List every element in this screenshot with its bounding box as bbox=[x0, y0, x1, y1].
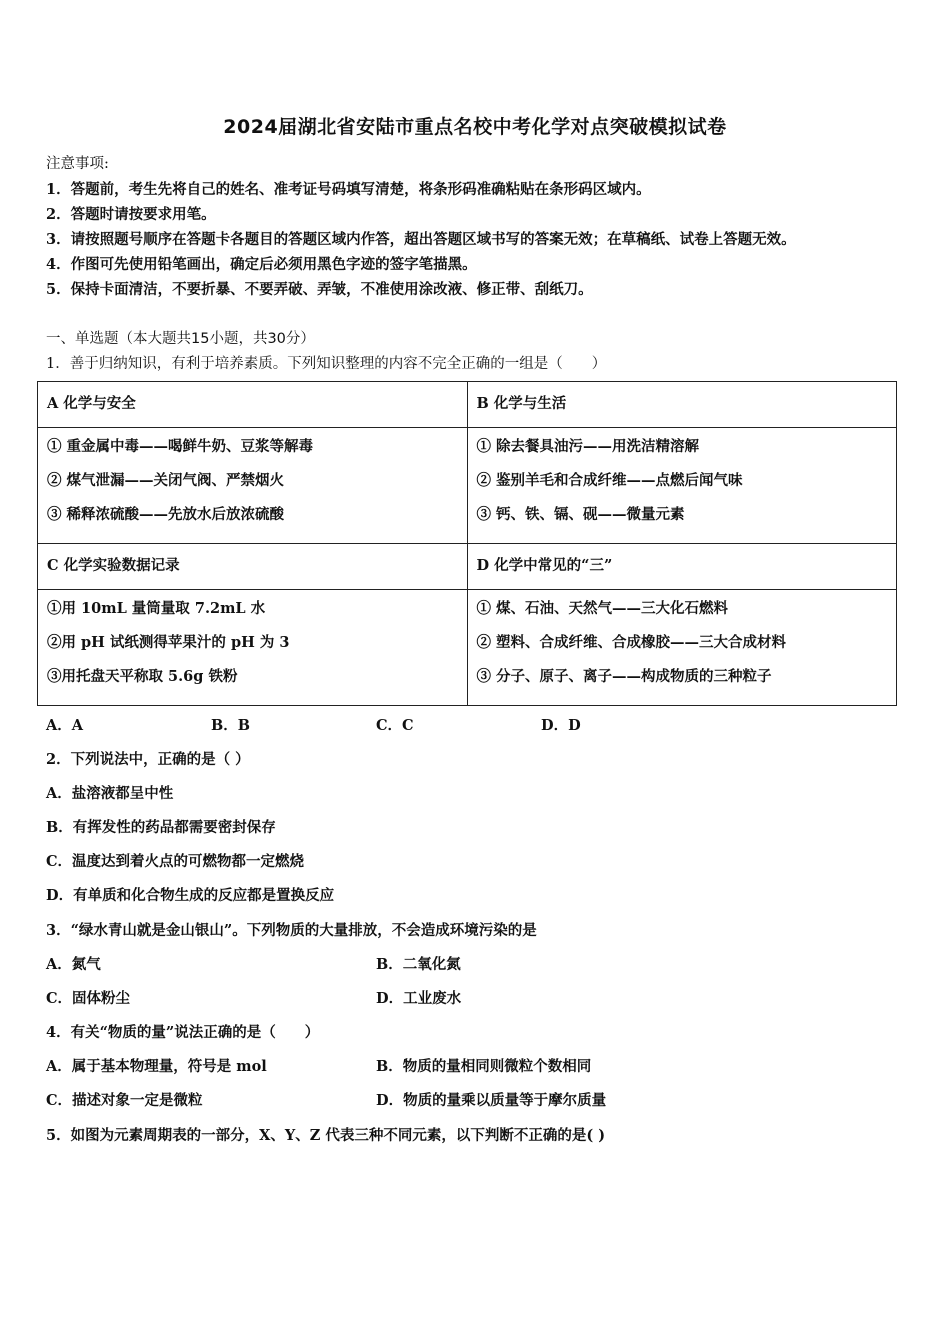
list-item: ② 塑料、合成纤维、合成橡胶——三大合成材料 bbox=[476, 634, 787, 651]
q1-option-a: A．A bbox=[46, 717, 84, 734]
q2-option-c: C．温度达到着火点的可燃物都一定燃烧 bbox=[46, 853, 305, 870]
note-item: 2．答题时请按要求用笔。 bbox=[46, 206, 216, 223]
q4-option-b: B．物质的量相同则微粒个数相同 bbox=[376, 1058, 592, 1075]
q3-option-d: D．工业废水 bbox=[376, 990, 462, 1007]
cell-d-head: D 化学中常见的“三” bbox=[467, 544, 897, 590]
list-item: ③ 钙、铁、镉、砚——微量元素 bbox=[476, 506, 685, 523]
list-item: ③ 稀释浓硫酸——先放水后放浓硫酸 bbox=[47, 506, 285, 523]
list-item: ①用 10mL 量筒量取 7.2mL 水 bbox=[47, 600, 266, 617]
cell-c-body bbox=[38, 590, 468, 706]
question-1-stem: 1．善于归纳知识，有利于培养素质。下列知识整理的内容不完全正确的一组是（ ） bbox=[46, 356, 607, 372]
question-5-stem: 5．如图为元素周期表的一部分，X、Y、Z 代表三种不同元素，以下判断不正确的是( ) bbox=[46, 1127, 606, 1144]
cell-b-body bbox=[467, 428, 897, 544]
knowledge-table bbox=[37, 381, 897, 706]
cell-a-body bbox=[38, 428, 468, 544]
question-3-stem: 3．“绿水青山就是金山银山”。下列物质的大量排放，不会造成环境污染的是 bbox=[46, 922, 537, 939]
q4-option-d: D．物质的量乘以质量等于摩尔质量 bbox=[376, 1092, 607, 1109]
list-item: ② 鉴别羊毛和合成纤维——点燃后闻气味 bbox=[476, 472, 743, 489]
page-title: 2024届湖北省安陆市重点名校中考化学对点突破模拟试卷 bbox=[223, 116, 727, 138]
q3-option-a: A．氮气 bbox=[46, 956, 101, 973]
q1-option-b: B．B bbox=[211, 717, 251, 734]
note-item: 5．保持卡面清洁，不要折暴、不要弄破、弄皱，不准使用涂改液、修正带、刮纸刀。 bbox=[46, 281, 593, 298]
question-4-stem: 4．有关“物质的量”说法正确的是（ ） bbox=[46, 1024, 320, 1041]
q2-option-d: D．有单质和化合物生成的反应都是置换反应 bbox=[46, 887, 335, 904]
list-item: ② 煤气泄漏——关闭气阀、严禁烟火 bbox=[47, 472, 285, 489]
q2-option-a: A．盐溶液都呈中性 bbox=[46, 785, 174, 802]
list-item: ① 重金属中毒——喝鲜牛奶、豆浆等解毒 bbox=[47, 438, 314, 455]
note-item: 4．作图可先使用铅笔画出，确定后必须用黑色字迹的签字笔描黑。 bbox=[46, 256, 477, 273]
section-heading: 一、单选题（本大题共15小题，共30分） bbox=[46, 331, 315, 347]
question-2-stem: 2．下列说法中，正确的是（ ） bbox=[46, 751, 250, 768]
cell-b-head: B 化学与生活 bbox=[467, 382, 897, 428]
cell-d-body bbox=[467, 590, 897, 706]
q1-option-c: C．C bbox=[376, 717, 414, 734]
q4-option-a: A．属于基本物理量，符号是 mol bbox=[46, 1058, 267, 1075]
note-item: 1．答题前，考生先将自己的姓名、准考证号码填写清楚，将条形码准确粘贴在条形码区域内。 bbox=[46, 181, 651, 198]
q3-option-b: B．二氧化氮 bbox=[376, 956, 461, 973]
list-item: ③ 分子、原子、离子——构成物质的三种粒子 bbox=[476, 668, 772, 685]
q3-option-c: C．固体粉尘 bbox=[46, 990, 131, 1007]
list-item: ②用 pH 试纸测得苹果汁的 pH 为 3 bbox=[47, 634, 290, 651]
list-item: ③用托盘天平称取 5.6g 铁粉 bbox=[47, 668, 238, 685]
notes-heading: 注意事项: bbox=[46, 156, 109, 172]
note-item: 3．请按照题号顺序在答题卡各题目的答题区域内作答，超出答题区域书写的答案无效；在草稿纸、试卷上答题无效。 bbox=[46, 231, 796, 248]
list-item: ① 煤、石油、天然气——三大化石燃料 bbox=[476, 600, 729, 617]
q2-option-b: B．有挥发性的药品都需要密封保存 bbox=[46, 819, 276, 836]
cell-a-head: A 化学与安全 bbox=[38, 382, 468, 428]
list-item: ① 除去餐具油污——用洗洁精溶解 bbox=[476, 438, 700, 455]
q4-option-c: C．描述对象一定是微粒 bbox=[46, 1092, 203, 1109]
q1-option-d: D．D bbox=[541, 717, 581, 734]
cell-c-head: C 化学实验数据记录 bbox=[38, 544, 468, 590]
